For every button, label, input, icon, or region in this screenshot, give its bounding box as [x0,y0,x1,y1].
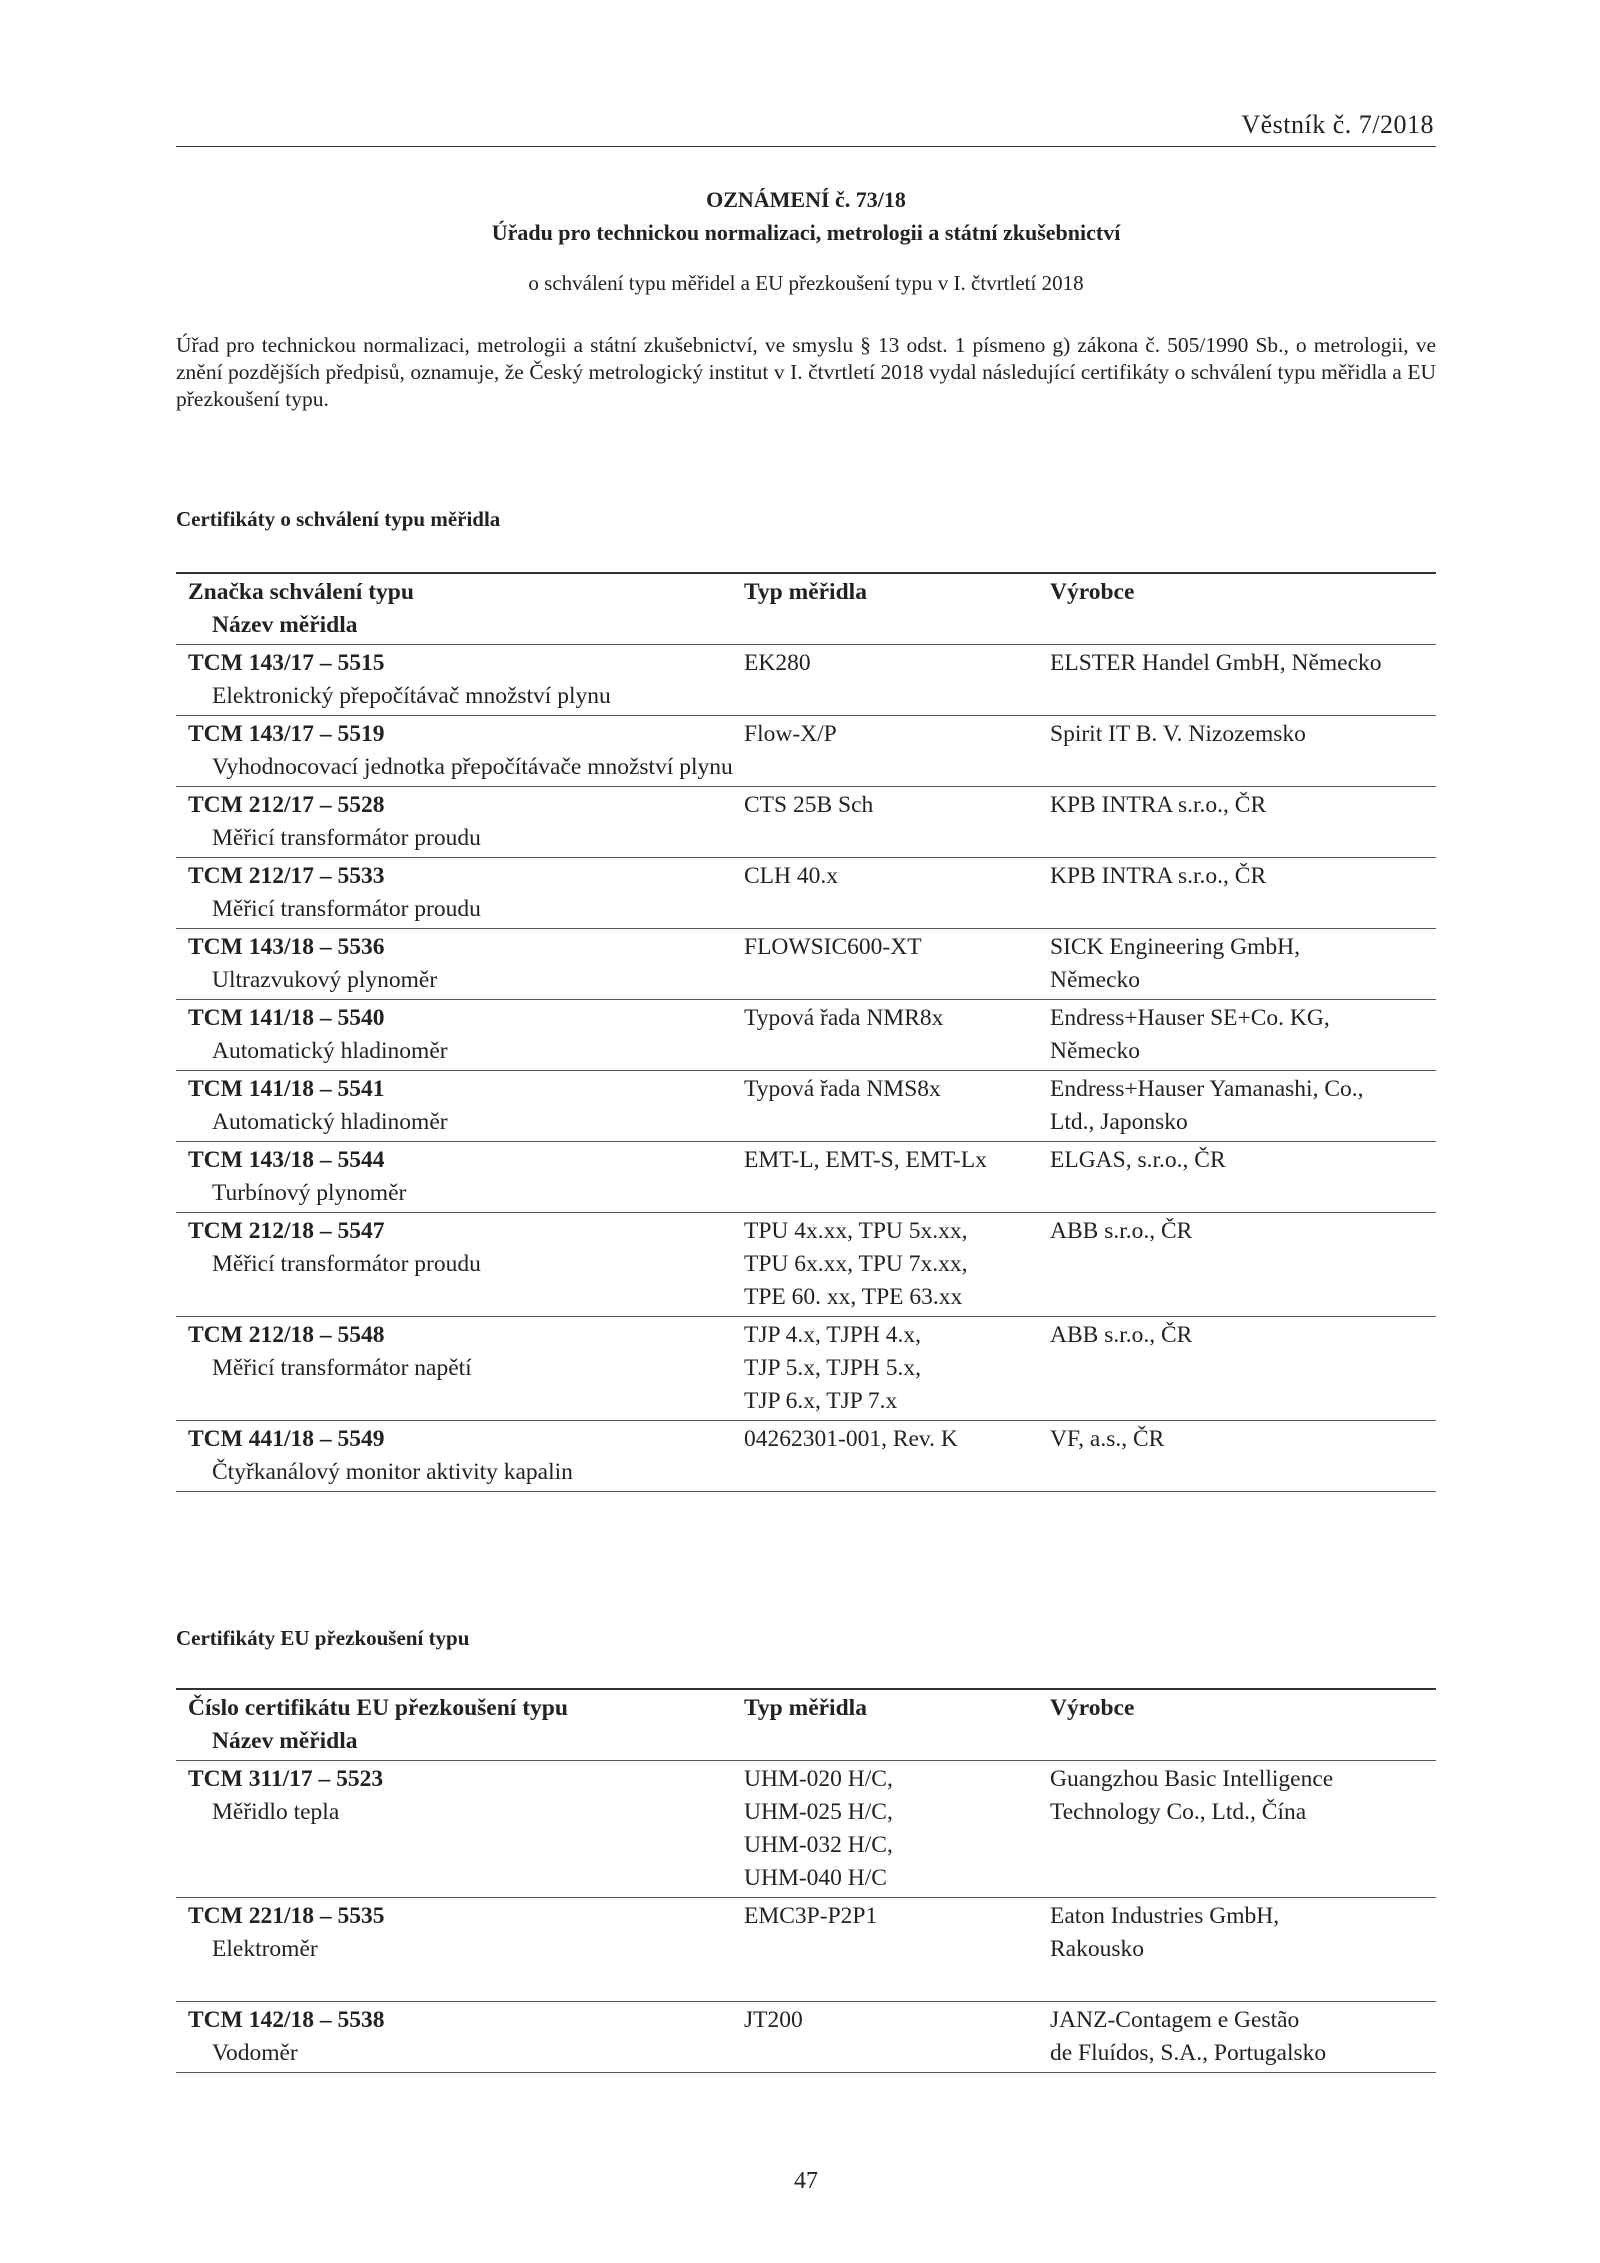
section-heading-type-approval: Certifikáty o schválení typu měřidla [176,507,501,531]
certificate-cell [176,1761,744,1898]
manufacturer-cell [1050,1142,1436,1213]
instrument-type-line: Typová řada NMS8x [744,1076,941,1102]
instrument-type-line: Flow-X/P [744,721,837,747]
certificate-code: TCM 141/18 – 5541 [188,1076,385,1102]
instrument-name: Měřicí transformátor proudu [212,825,481,851]
table-row [176,787,1436,858]
instrument-name: Automatický hladinoměr [212,1109,448,1135]
certificate-code: TCM 311/17 – 5523 [188,1766,384,1792]
instrument-name: Vyhodnocovací jednotka přepočítávače množství plynu [212,754,733,780]
certificate-code: TCM 212/18 – 5548 [188,1322,385,1348]
manufacturer-cell [1050,1317,1436,1421]
table-row [176,1761,1436,1898]
instrument-name: Turbínový plynoměr [212,1180,407,1206]
table-row [176,1142,1436,1213]
page-number: 47 [794,2168,818,2194]
instrument-type-cell [744,1761,1050,1898]
certificate-code: TCM 143/17 – 5515 [188,650,385,676]
column-header-manufacturer: Výrobce [1050,579,1135,605]
instrument-type-line: EK280 [744,650,811,676]
certificate-code: TCM 143/18 – 5536 [188,934,385,960]
manufacturer-cell [1050,716,1436,787]
manufacturer-line: Guangzhou Basic Intelligence [1050,1766,1334,1792]
eu-examination-rows [176,1761,1436,2073]
instrument-type-line: Typová řada NMR8x [744,1005,944,1031]
certificate-cell [176,1213,744,1317]
instrument-type-line: UHM-025 H/C, [744,1799,893,1825]
certificate-cell [176,858,744,929]
manufacturer-cell [1050,1421,1436,1492]
table-row [176,1071,1436,1142]
manufacturer-line: ELGAS, s.r.o., ČR [1050,1147,1226,1173]
instrument-type-cell [744,1142,1050,1213]
certificate-cell [176,929,744,1000]
certificate-cell [176,1071,744,1142]
table-row [176,716,1436,787]
instrument-type-line: EMC3P-P2P1 [744,1903,878,1929]
instrument-name: Čtyřkanálový monitor aktivity kapalin [212,1459,573,1485]
instrument-type-cell [744,2002,1050,2073]
manufacturer-cell [1050,787,1436,858]
manufacturer-line: Německo [1050,1038,1141,1064]
instrument-type-line: TPU 6x.xx, TPU 7x.xx, [744,1251,968,1277]
eu-examination-table [176,1688,1436,2073]
instrument-name: Měřicí transformátor napětí [212,1355,472,1381]
instrument-name: Měřidlo tepla [212,1799,340,1825]
instrument-type-cell [744,858,1050,929]
instrument-type-cell [744,1071,1050,1142]
running-header [176,110,1436,147]
manufacturer-cell [1050,2002,1436,2073]
instrument-type-line: TJP 6.x, TJP 7.x [744,1388,898,1414]
certificate-code: TCM 141/18 – 5540 [188,1005,385,1031]
certificate-code: TCM 441/18 – 5549 [188,1426,385,1452]
manufacturer-line: Ltd., Japonsko [1050,1109,1188,1135]
certificate-cell [176,1898,744,2002]
certificate-code: TCM 143/18 – 5544 [188,1147,385,1173]
certificate-code: TCM 212/17 – 5533 [188,863,385,889]
certificate-cell [176,716,744,787]
notice-number: OZNÁMENÍ č. 73/18 [706,187,906,212]
manufacturer-line: SICK Engineering GmbH, [1050,934,1300,960]
intro-paragraph: Úřad pro technickou normalizaci, metrologii a státní zkušebnictví, ve smyslu § 13 odst. 1 písmeno g) zákona č. 505/1990 Sb., o metrologii, ve znění pozdějších předpisů, oznamuje, že Český metrologický institut v I. čtvrtletí 2018 vydal následující certifikáty o schválení typu měřidla a EU přezkoušení typu. [176,333,1436,411]
table-row [176,858,1436,929]
manufacturer-line: ELSTER Handel GmbH, Německo [1050,650,1382,676]
notice-issuer: Úřadu pro technickou normalizaci, metrologii a státní zkušebnictví [491,220,1121,245]
journal-issue: Věstník č. 7/2018 [1241,110,1434,139]
instrument-type-line: JT200 [744,2007,803,2033]
certificate-cell [176,645,744,716]
manufacturer-line: Spirit IT B. V. Nizozemsko [1050,721,1306,747]
manufacturer-cell [1050,645,1436,716]
certificate-cell [176,1421,744,1492]
certificate-cell [176,1142,744,1213]
instrument-type-line: TPE 60. xx, TPE 63.xx [744,1284,963,1310]
manufacturer-line: Endress+Hauser SE+Co. KG, [1050,1005,1330,1031]
instrument-type-line: UHM-020 H/C, [744,1766,893,1792]
type-approval-rows [176,645,1436,1492]
column-header-mark: Značka schválení typu Název měřidla [188,579,414,638]
instrument-name: Elektronický přepočítávač množství plynu [212,683,611,709]
type-approval-table [176,572,1436,1492]
column-header-type: Typ měřidla [744,1695,867,1721]
instrument-type-cell [744,787,1050,858]
manufacturer-cell [1050,1898,1436,2002]
manufacturer-line: VF, a.s., ČR [1050,1426,1165,1452]
column-header-certificate: Číslo certifikátu EU přezkoušení typu Název měřidla [188,1695,568,1754]
section-heading-eu-examination: Certifikáty EU přezkoušení typu [176,1626,470,1650]
instrument-type-line: 04262301-001, Rev. K [744,1426,958,1452]
certificate-code: TCM 212/18 – 5547 [188,1218,385,1244]
instrument-type-line: FLOWSIC600-XT [744,934,922,960]
instrument-name: Měřicí transformátor proudu [212,896,481,922]
certificate-cell [176,1317,744,1421]
manufacturer-line: JANZ-Contagem e Gestão [1050,2007,1300,2033]
manufacturer-cell [1050,1071,1436,1142]
table-row [176,929,1436,1000]
instrument-type-line: TJP 5.x, TJPH 5.x, [744,1355,921,1381]
instrument-type-cell [744,645,1050,716]
manufacturer-line: Endress+Hauser Yamanashi, Co., [1050,1076,1364,1102]
instrument-type-cell [744,1317,1050,1421]
instrument-type-cell [744,716,1050,787]
instrument-type-line: TJP 4.x, TJPH 4.x, [744,1322,921,1348]
manufacturer-line: Německo [1050,967,1141,993]
manufacturer-line: ABB s.r.o., ČR [1050,1322,1193,1348]
certificate-cell [176,787,744,858]
table-header-row [176,573,1436,645]
manufacturer-cell [1050,1000,1436,1071]
instrument-type-line: CTS 25B Sch [744,792,874,818]
instrument-type-cell [744,1421,1050,1492]
manufacturer-cell [1050,1761,1436,1898]
manufacturer-cell [1050,1213,1436,1317]
table-row [176,1317,1436,1421]
instrument-type-cell [744,1213,1050,1317]
certificate-cell [176,2002,744,2073]
table-header-row [176,1689,1436,1761]
manufacturer-line: de Fluídos, S.A., Portugalsko [1050,2040,1327,2066]
certificate-code: TCM 142/18 – 5538 [188,2007,385,2033]
certificate-code: TCM 221/18 – 5535 [188,1903,385,1929]
table-row [176,645,1436,716]
notice-subtitle: o schválení typu měřidel a EU přezkoušení typu v I. čtvrtletí 2018 [528,271,1084,295]
column-header-manufacturer: Výrobce [1050,1695,1135,1721]
certificate-code: TCM 212/17 – 5528 [188,792,385,818]
manufacturer-line: Technology Co., Ltd., Čína [1050,1799,1307,1825]
manufacturer-line: KPB INTRA s.r.o., ČR [1050,863,1267,889]
manufacturer-line: Eaton Industries GmbH, [1050,1903,1280,1929]
table-row [176,1421,1436,1492]
table-row [176,1000,1436,1071]
certificate-cell [176,1000,744,1071]
instrument-type-cell [744,1898,1050,2002]
manufacturer-cell [1050,858,1436,929]
table-row [176,2002,1436,2073]
instrument-name: Vodoměr [212,2040,298,2066]
table-row [176,1213,1436,1317]
instrument-type-line: CLH 40.x [744,863,838,889]
instrument-name: Ultrazvukový plynoměr [212,967,438,993]
manufacturer-line: ABB s.r.o., ČR [1050,1218,1193,1244]
manufacturer-line: KPB INTRA s.r.o., ČR [1050,792,1267,818]
instrument-name: Elektroměr [212,1936,318,1962]
notice-title [176,183,1436,249]
manufacturer-cell [1050,929,1436,1000]
instrument-name: Automatický hladinoměr [212,1038,448,1064]
instrument-type-line: EMT-L, EMT-S, EMT-Lx [744,1147,987,1173]
instrument-name: Měřicí transformátor proudu [212,1251,481,1277]
column-header-type: Typ měřidla [744,579,867,605]
manufacturer-line: Rakousko [1050,1936,1144,1962]
instrument-type-line: UHM-032 H/C, [744,1832,893,1858]
instrument-type-cell [744,929,1050,1000]
table-row [176,1898,1436,2002]
instrument-type-line: UHM-040 H/C [744,1865,887,1891]
certificate-code: TCM 143/17 – 5519 [188,721,385,747]
instrument-type-line: TPU 4x.xx, TPU 5x.xx, [744,1218,968,1244]
instrument-type-cell [744,1000,1050,1071]
